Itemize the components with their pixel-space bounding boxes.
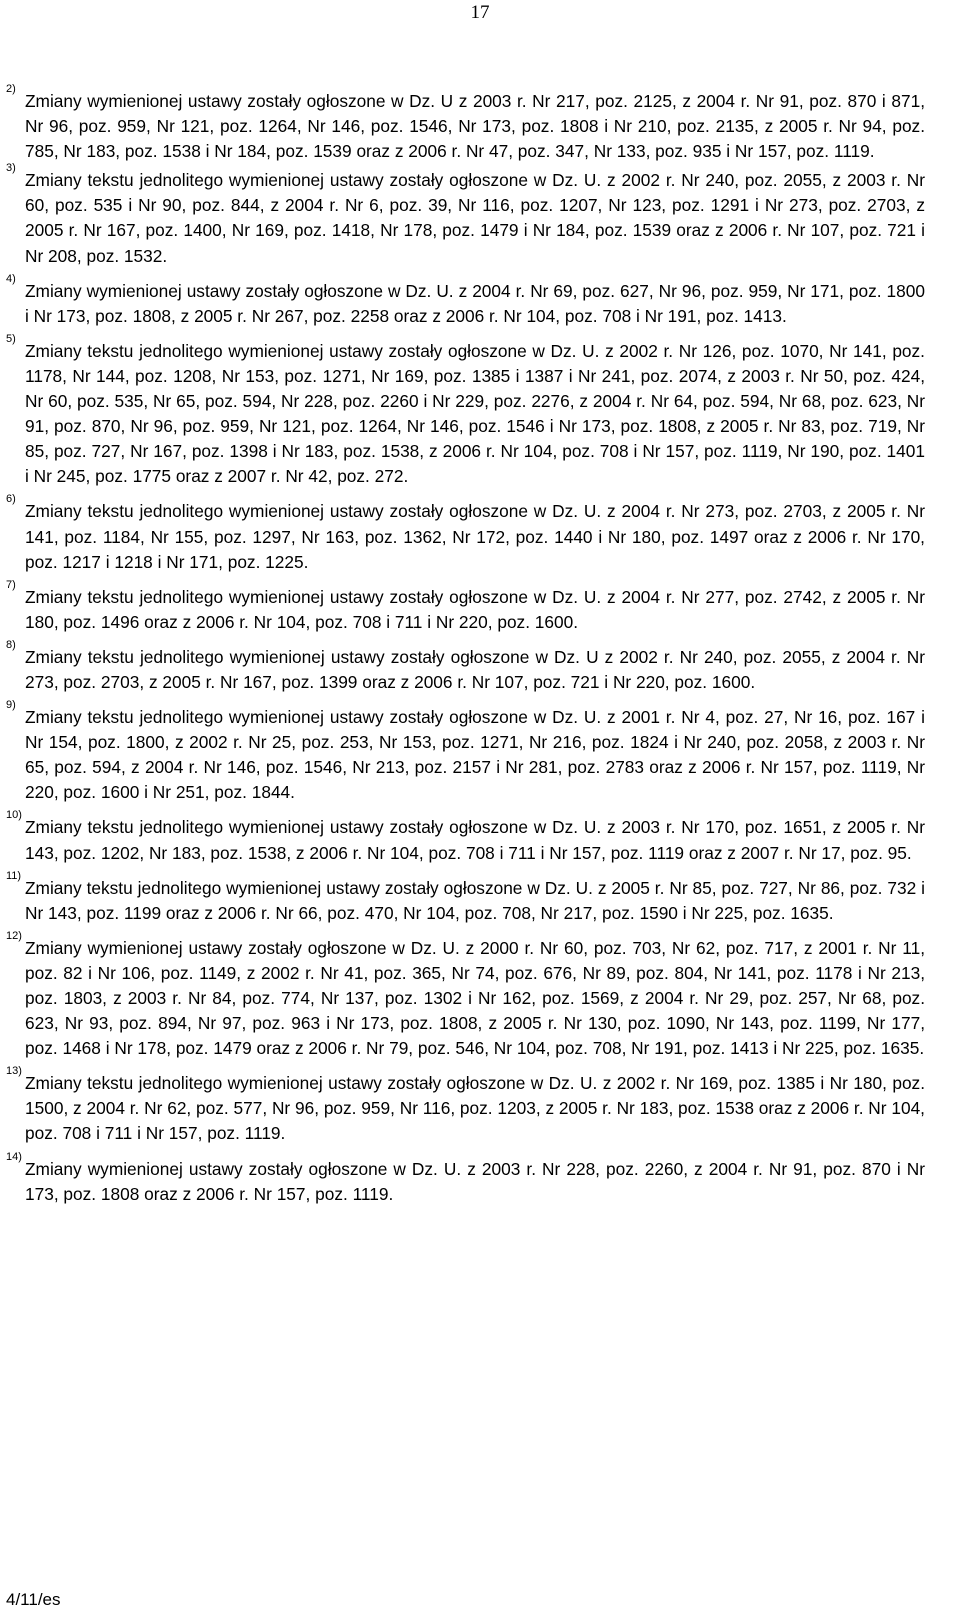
- footnote-text: Zmiany wymienionej ustawy zostały ogłoszone w Dz. U. z 2004 r. Nr 69, poz. 627, Nr 96, poz. 959, Nr 171, poz. 1800 i Nr 173, poz. 1808, z 2005 r. Nr 267, poz. 2258 oraz z 2006 r. Nr 104, poz. 708 i Nr 191, poz. 1413.: [25, 280, 925, 326]
- footnote-marker: 10): [6, 809, 22, 822]
- footnote-3: [6, 162, 925, 268]
- footnote-marker: 13): [6, 1065, 22, 1078]
- footnote-text: Zmiany wymienionej ustawy zostały ogłoszone w Dz. U z 2003 r. Nr 217, poz. 2125, z 2004 r. Nr 91, poz. 870 i 871, Nr 96, poz. 959, Nr 121, poz. 1264, Nr 146, poz. 1546, Nr 173, poz. 1808 i Nr 210, poz. 2135, z 2005 r. Nr 94, poz. 785, Nr 183, poz. 1538 i Nr 184, poz. 1539 oraz z 2006 r. Nr 47, poz. 347, Nr 133, poz. 935 i Nr 157, poz. 1119.: [25, 91, 925, 162]
- footnote-9: [6, 699, 925, 805]
- footnote-text: Zmiany tekstu jednolitego wymienionej ustawy zostały ogłoszone w Dz. U. z 2001 r. Nr 4, poz. 27, Nr 16, poz. 167 i Nr 154, poz. 1800, z 2002 r. Nr 25, poz. 253, Nr 153, poz. 1271, Nr 216, poz. 1824 i Nr 240, poz. 2058, z 2003 r. Nr 65, poz. 594, z 2004 r. Nr 146, poz. 1546, Nr 213, poz. 2157 i Nr 281, poz. 2783 oraz z 2006 r. Nr 157, poz. 1119, Nr 220, poz. 1600 i Nr 251, poz. 1844.: [25, 707, 925, 803]
- footnote-8: [6, 638, 925, 695]
- footnote-marker: 3): [6, 162, 16, 175]
- footnote-text: Zmiany tekstu jednolitego wymienionej ustawy zostały ogłoszone w Dz. U. z 2004 r. Nr 277, poz. 2742, z 2005 r. Nr 180, poz. 1496 oraz z 2006 r. Nr 104, poz. 708 i 711 i Nr 220, poz. 1600.: [25, 586, 925, 632]
- footnote-text: Zmiany tekstu jednolitego wymienionej ustawy zostały ogłoszone w Dz. U. z 2002 r. Nr 126, poz. 1070, Nr 141, poz. 1178, Nr 144, poz. 1208, Nr 153, poz. 1271, Nr 169, poz. 1385 i 1387 i Nr 241, poz. 2074, z 2003 r. Nr 50, poz. 424, Nr 60, poz. 535, Nr 65, poz. 594, Nr 228, poz. 2260 i Nr 229, poz. 2276, z 2004 r. Nr 64, poz. 594, Nr 68, poz. 623, Nr 91, poz. 870, Nr 96, poz. 959, Nr 121, poz. 1264, Nr 146, poz. 1546 i Nr 173, poz. 1808, z 2005 r. Nr 83, poz. 719, Nr 85, poz. 727, Nr 167, poz. 1398 i Nr 183, poz. 1538, z 2006 r. Nr 104, poz. 708 i Nr 157, poz. 1119, Nr 190, poz. 1401 i Nr 245, poz. 1775 oraz z 2007 r. Nr 42, poz. 272.: [25, 340, 925, 487]
- footnote-13: [6, 1065, 925, 1146]
- footnote-marker: 7): [6, 578, 16, 591]
- footnote-marker: 12): [6, 929, 22, 942]
- footnote-12: [6, 929, 925, 1061]
- footnote-5: [6, 332, 925, 490]
- footnote-14: [6, 1150, 925, 1207]
- footnote-10: [6, 809, 925, 865]
- footnote-text: Zmiany tekstu jednolitego wymienionej ustawy zostały ogłoszone w Dz. U. z 2003 r. Nr 170, poz. 1651, z 2005 r. Nr 143, poz. 1202, Nr 183, poz. 1538, z 2006 r. Nr 104, poz. 708 i 711 i Nr 157, poz. 1119 oraz z 2007 r. Nr 17, poz. 95.: [25, 817, 925, 863]
- footnote-text: Zmiany wymienionej ustawy zostały ogłoszone w Dz. U. z 2003 r. Nr 228, poz. 2260, z 2004 r. Nr 91, poz. 870 i Nr 173, poz. 1808 oraz z 2006 r. Nr 157, poz. 1119.: [25, 1158, 925, 1204]
- footnote-text: Zmiany tekstu jednolitego wymienionej ustawy zostały ogłoszone w Dz. U. z 2004 r. Nr 273, poz. 2703, z 2005 r. Nr 141, poz. 1184, Nr 155, poz. 1297, Nr 163, poz. 1362, Nr 172, poz. 1440 i Nr 180, poz. 1497 oraz z 2006 r. Nr 170, poz. 1217 i 1218 i Nr 171, poz. 1225.: [25, 501, 925, 572]
- footnote-marker: 2): [6, 83, 16, 95]
- footnote-marker: 6): [6, 493, 16, 506]
- footnote-text: Zmiany wymienionej ustawy zostały ogłoszone w Dz. U. z 2000 r. Nr 60, poz. 703, Nr 62, poz. 717, z 2001 r. Nr 11, poz. 82 i Nr 106, poz. 1149, z 2002 r. Nr 41, poz. 365, Nr 74, poz. 676, Nr 89, poz. 804, Nr 141, poz. 1178 i Nr 213, poz. 1803, z 2003 r. Nr 84, poz. 774, Nr 137, poz. 1302 i Nr 162, poz. 1569, z 2004 r. Nr 29, poz. 257, Nr 68, poz. 623, Nr 93, poz. 894, Nr 97, poz. 963 i Nr 173, poz. 1808, z 2005 r. Nr 130, poz. 1090, Nr 143, poz. 1199, Nr 177, poz. 1468 i Nr 178, poz. 1479 oraz z 2006 r. Nr 79, poz. 546, Nr 104, poz. 708, Nr 191, poz. 1413 i Nr 225, poz. 1635.: [25, 937, 925, 1059]
- footnote-text: Zmiany tekstu jednolitego wymienionej ustawy zostały ogłoszone w Dz. U z 2002 r. Nr 240, poz. 2055, z 2004 r. Nr 273, poz. 2703, z 2005 r. Nr 167, poz. 1399 oraz z 2006 r. Nr 107, poz. 721 i Nr 220, poz. 1600.: [25, 646, 925, 692]
- footnote-marker: 11): [6, 869, 22, 882]
- footnote-7: [6, 578, 925, 635]
- footnote-11: [6, 869, 925, 926]
- footnotes-list: [6, 83, 925, 1207]
- footnote-marker: 5): [6, 332, 16, 345]
- footnote-4: [6, 272, 925, 329]
- footnote-text: Zmiany tekstu jednolitego wymienionej ustawy zostały ogłoszone w Dz. U. z 2002 r. Nr 240, poz. 2055, z 2003 r. Nr 60, poz. 535 i Nr 90, poz. 844, z 2004 r. Nr 6, poz. 39, Nr 116, poz. 1207, Nr 123, poz. 1291 i Nr 273, poz. 2703, z 2005 r. Nr 167, poz. 1400, Nr 169, poz. 1418, Nr 178, poz. 1479 i Nr 184, poz. 1539 oraz z 2006 r. Nr 107, poz. 721 i Nr 208, poz. 1532.: [25, 170, 925, 266]
- footnote-marker: 4): [6, 272, 16, 285]
- footnote-6: [6, 493, 925, 574]
- footnote-text: Zmiany tekstu jednolitego wymienionej ustawy zostały ogłoszone w Dz. U. z 2005 r. Nr 85, poz. 727, Nr 86, poz. 732 i Nr 143, poz. 1199 oraz z 2006 r. Nr 66, poz. 470, Nr 104, poz. 708, Nr 217, poz. 1590 i Nr 225, poz. 1635.: [25, 877, 925, 923]
- footnote-marker: 14): [6, 1150, 22, 1163]
- footnote-marker: 8): [6, 638, 16, 651]
- footnote-2: [6, 83, 925, 164]
- footnote-text: Zmiany tekstu jednolitego wymienionej ustawy zostały ogłoszone w Dz. U. z 2002 r. Nr 169, poz. 1385 i Nr 180, poz. 1500, z 2004 r. Nr 62, poz. 577, Nr 96, poz. 959, Nr 116, poz. 1203, z 2005 r. Nr 183, poz. 1538 oraz z 2006 r. Nr 104, poz. 708 i 711 i Nr 157, poz. 1119.: [25, 1073, 925, 1144]
- page-number: 17: [470, 2, 490, 23]
- footer-document-code: 4/11/es: [6, 1590, 61, 1609]
- footnote-marker: 9): [6, 699, 16, 712]
